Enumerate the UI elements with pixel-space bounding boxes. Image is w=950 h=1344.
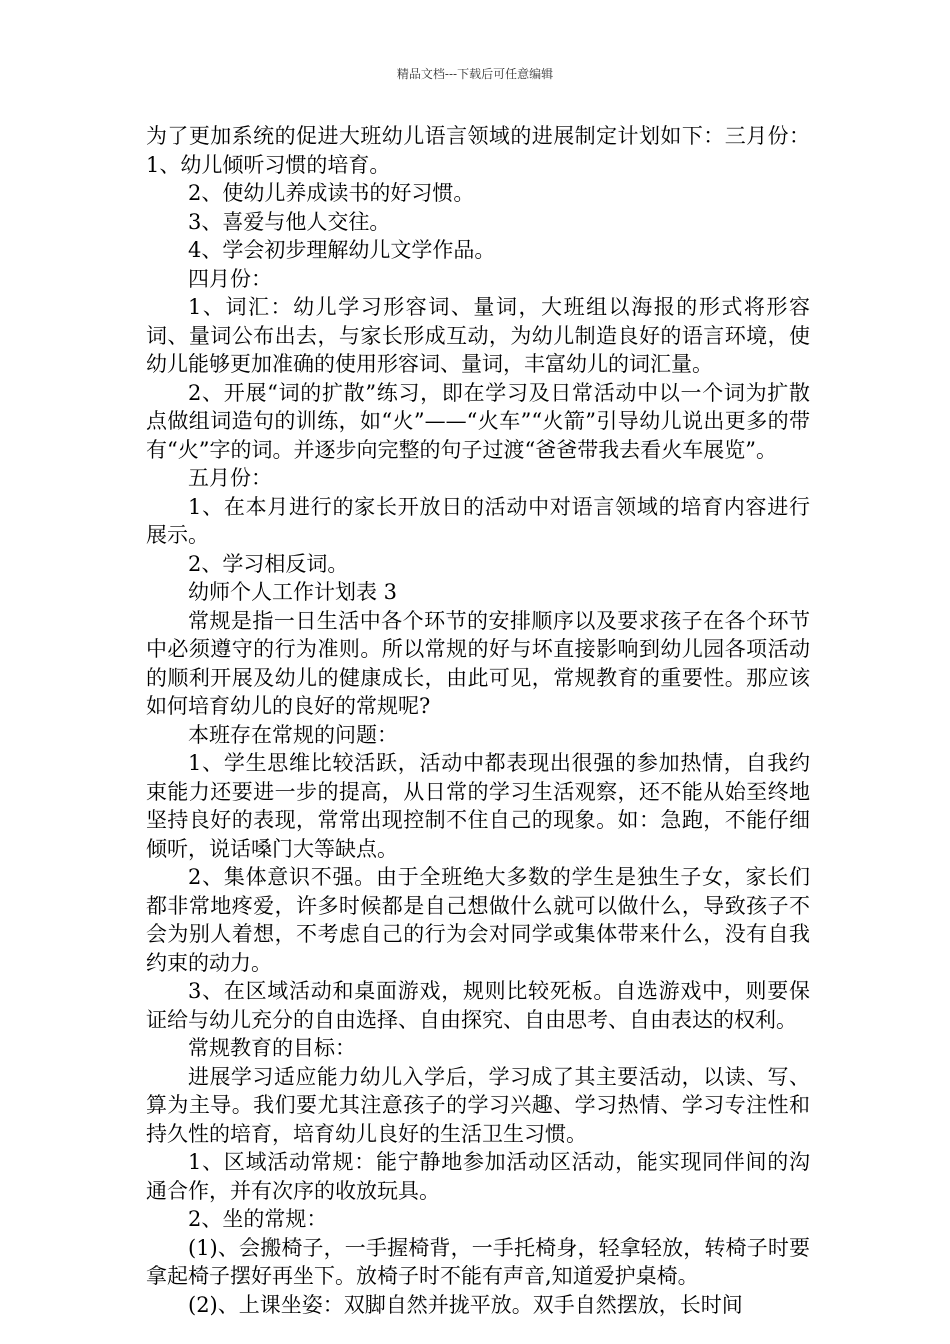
paragraph: 3、喜爱与他人交往。 — [188, 209, 391, 234]
page-header: 精品文档---下载后可任意编辑 — [396, 67, 554, 81]
document-body — [146, 122, 810, 1319]
paragraph: 4、学会初步理解幼儿文学作品。 — [188, 238, 496, 262]
paragraph: 1、学生思维比较活跃，活动中都表现出很强的参加热情，自我约束能力还要进一步的提高，从日常的学习生活观察，还不能从始至终地坚持良好的表现，常常出现控制不住自己的现象。如：急跑，不能仔细倾听，说话嗓门大等缺点。 — [146, 751, 810, 861]
section-heading: 2、坐的常规： — [188, 1207, 328, 1231]
paragraph: 2、集体意识不强。由于全班绝大多数的学生是独生子女，家长们都非常地疼爱，许多时候都是自己想做什么就可以做什么，导致孩子不会为别人着想，不考虑自己的行为会对同学或集体带来什么，没有自我约束的动力。 — [146, 865, 810, 975]
paragraph: 3、在区域活动和桌面游戏，规则比较死板。自选游戏中，则要保证给与幼儿充分的自由选择、自由探究、自由思考、自由表达的权利。 — [146, 979, 810, 1032]
section-heading: 五月份： — [188, 466, 272, 490]
paragraph: 2、使幼儿养成读书的好习惯。 — [188, 181, 475, 205]
paragraph: 1、词汇：幼儿学习形容词、量词，大班组以海报的形式将形容词、量词公布出去，与家长形成互动，为幼儿制造良好的语言环境，使幼儿能够更加准确的使用形容词、量词，丰富幼儿的词汇量。 — [146, 295, 810, 376]
paragraph: 2、开展“词的扩散”练习，即在学习及日常活动中以一个词为扩散点做组词造句的训练，如“火”——“火车”“火箭”引导幼儿说出更多的带有“火”字的词。并逐步向完整的句子过渡“爸爸带我去看火车展览”。 — [146, 380, 810, 462]
section-heading: 常规教育的目标： — [188, 1036, 356, 1060]
paragraph: 2、学习相反词。 — [188, 551, 349, 576]
paragraph: 为了更加系统的促进大班幼儿语言领域的进展制定计划如下：三月份：1、幼儿倾听习惯的培育。 — [146, 124, 810, 177]
document-title: 幼师个人工作计划表 3 — [188, 580, 398, 604]
paragraph: (1)、会搬椅子，一手握椅背，一手托椅身，轻拿轻放，转椅子时要拿起椅子摆好再坐下。放椅子时不能有声音,知道爱护桌椅。 — [146, 1235, 810, 1288]
section-heading: 本班存在常规的问题： — [188, 722, 398, 747]
paragraph: 常规是指一日生活中各个环节的安排顺序以及要求孩子在各个环节中必须遵守的行为准则。所以常规的好与坏直接影响到幼儿园各项活动的顺利开展及幼儿的健康成长，由此可见，常规教育的重要性。那应该如何培育幼儿的良好的常规呢? — [146, 608, 810, 718]
paragraph: 1、区域活动常规：能宁静地参加活动区活动，能实现同伴间的沟通合作，并有次序的收放玩具。 — [146, 1150, 810, 1203]
paragraph: 进展学习适应能力幼儿入学后，学习成了其主要活动，以读、写、算为主导。我们要尤其注意孩子的学习兴趣、学习热情、学习专注性和持久性的培育，培育幼儿良好的生活卫生习惯。 — [146, 1064, 810, 1146]
paragraph: (2)、上课坐姿：双脚自然并拢平放。双手自然摆放，长时间 — [188, 1292, 743, 1317]
paragraph: 1、在本月进行的家长开放日的活动中对语言领域的培育内容进行展示。 — [146, 494, 810, 547]
section-heading: 四月份： — [188, 266, 272, 291]
